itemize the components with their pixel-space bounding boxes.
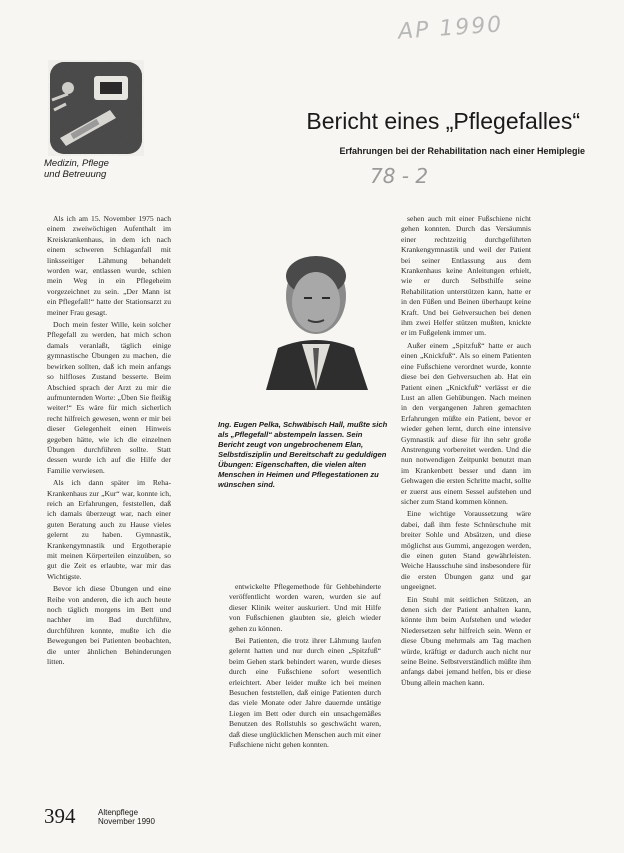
footer-date: November 1990 — [98, 817, 155, 826]
column2-paragraph: Bei Patienten, die trotz ihrer Lähmung laufen gelernt hatten und nur durch einen „Spitzfuß“ beim Gehen stark behindert waren, wurde dieses durch eine Fußschiene sofort wesentlich erleichtert. Aber leider mußte ich bei meinen Besuchen feststellen, daß einige Patienten durch das viele Monate oder Jahre dauernde untätige Liegen im Bett oder durch ein unsachgemäßes Benutzen des Rollstuhls so geschwächt waren, daß diese unglücklichen Menschen auch mit einer Fußschiene nicht gehen konnten. — [229, 636, 381, 750]
section-logo-icon — [48, 60, 144, 156]
article-headline: Bericht eines „Pflegefalles“ — [306, 108, 580, 134]
section-label — [44, 158, 154, 180]
handwritten-annotation-top: AP 1990 — [397, 12, 505, 45]
article-column-1 — [47, 214, 171, 844]
column1-paragraph: Doch mein fester Wille, kein solcher Pflegefall zu werden, hat mich schon damals veranlaßt, täglich einige gymnastische Übungen zu machen, die bewirken sollten, daß ich mein anfangs so hilfloses Zustand besserte. Beim Abschied sprach der Arzt zu mir die aufmunternden Worte: „Üben Sie fleißig weiter!“ Es wäre für mich sicherlich recht hilfreich gewesen, wenn er mir bei dieser Gelegenheit einen Hinweis gegeben hätte, wie ich die einzelnen Übungen durchführen sollte. Statt dessen wurde ich auf die Hilfe der Familie verwiesen. — [47, 320, 171, 475]
column3-paragraph: sehen auch mit einer Fußschiene nicht gehen konnten. Durch das Versäumnis einer rechtzeitig durchgeführten Krankengymnastik und weil der Patient bei seiner Entlassung aus dem Krankenhaus keine Anleitungen erhielt, wie er durch Selbsthilfe seine Rehabilitation unterstützen kann, hatte er in den Füßen und Beinen überhaupt keine Kraft. Und bei Gehversuchen bei denen ihm zwei Helfer stützen mußten, knickte er im Fußgelenk immer um. — [401, 214, 531, 338]
section-label-line1: Medizin, Pflege — [44, 158, 109, 169]
column3-paragraph: Außer einem „Spitzfuß“ hatte er auch einen „Knickfuß“. Als so einem Patienten eine Fußschiene verordnet wurde, konnte diese bei den Gehversuchen ab. Hat ein Patient einen „Knickfuß“ verlässt er die Lust an allen Gehübungen. Nach meinen in den vergangenen Jahren gemachten Erfahrungen müßte ein Patient, bevor er wieder gehen lernt, durch eine intensive Gymnastik auf diese für ihn sehr große Anstrengung vorbereitet werden. Und die nun notwendigen Zeitpunkt benutzt man im Krankenbett besser und dann im Gehwagen die ersten Schritte macht, sollte er zuerst aus einem Sessel aufstehen und sicher zum Stand kommen können. — [401, 340, 531, 506]
footer-publication — [98, 808, 155, 826]
column1-paragraph: Als ich dann später im Reha-Krankenhaus zur „Kur“ war, konnte ich, reich an Erfahrungen, feststellen, daß ich damals überzeugt war, nach einer guten Beratung auch zu Hause vieles gelernt zu haben. Gymnastik, Krankengymnastik und Ergotherapie mit meinen Körperteilen einzuüben, so gut die Zeit es erlaubte, war mir das Wichtigste. — [47, 478, 171, 581]
photo-caption: Ing. Eugen Pelka, Schwäbisch Hall, mußte sich als „Pflegefall“ abstempeln lassen. Sein Bericht zeugt von ungebrochenem Elan, Selbstdisziplin und Bereitschaft zu geduldigen Übungen: Eigenschaften, die vielen alten Menschen in Heimen und Pflegestationen zu wünschen sind. — [218, 420, 388, 489]
column1-paragraph: Als ich am 15. November 1975 nach einem zweiwöchigen Aufenthalt im Kreiskrankenhaus, in dem ich nach einem schweren Schlaganfall mit linksseitiger Lähmung behandelt worden war, entlassen wurde, schien mein Weg in ein Pflegeheim vorgezeichnet zu sein. „Der Mann ist ein Pflegefall!“ hatte der Stationsarzt zu meiner Frau gesagt. — [47, 214, 171, 317]
article-column-3 — [401, 214, 531, 844]
author-portrait-photo — [258, 240, 370, 390]
section-label-line2: und Betreuung — [44, 169, 107, 180]
article-subheadline: Erfahrungen bei der Rehabilitation nach einer Hemiplegie — [339, 146, 585, 156]
handwritten-annotation-mid: 78 - 2 — [370, 164, 429, 188]
column3-paragraph: Ein Stuhl mit seitlichen Stützen, an denen sich der Patient anhalten kann, könnte ihm beim Aufstehen und wieder Niedersetzen sehr hilfreich sein. Wenn er diese Übung mehrmals am Tag machen würde, kräftigt er dadurch auch nicht nur seine Beine. Selbstverständlich müßte ihm anfangs dabei jemand helfen, bis er diese Übung allein machen kann. — [401, 594, 531, 687]
article-column-2-lower — [229, 582, 381, 832]
column2-paragraph: entwickelte Pflegemethode für Gehbehinderte veröffentlicht worden waren, wurden sie auf dieser Klinik weiter auskuriert. Und mit Hilfe von Fußschienen glaubten sie, gleich wieder gehen zu können. — [229, 582, 381, 633]
page-number: 394 — [44, 804, 76, 828]
column3-paragraph: Eine wichtige Voraussetzung wäre dabei, daß ihm feste Schnürschuhe mit breiter Sohle und Absätzen, und diese möglichst aus Gummi, angezogen werden, die einen guten Stand gewährleisten. Weiche Hausschuhe sind insbesondere für die ersten Übungen ganz und gar ungeeignet. — [401, 509, 531, 592]
column1-paragraph: Bevor ich diese Übungen und eine Reihe von anderen, die ich auch heute noch täglich morgens im Bett und nachher im Bad durchführe, durchführen konnte, mußte ich die Bewegungen bei Patienten beobachten, die unter ähnlichen Behinderungen litten. — [47, 584, 171, 667]
footer-magazine: Altenpflege — [98, 808, 139, 817]
